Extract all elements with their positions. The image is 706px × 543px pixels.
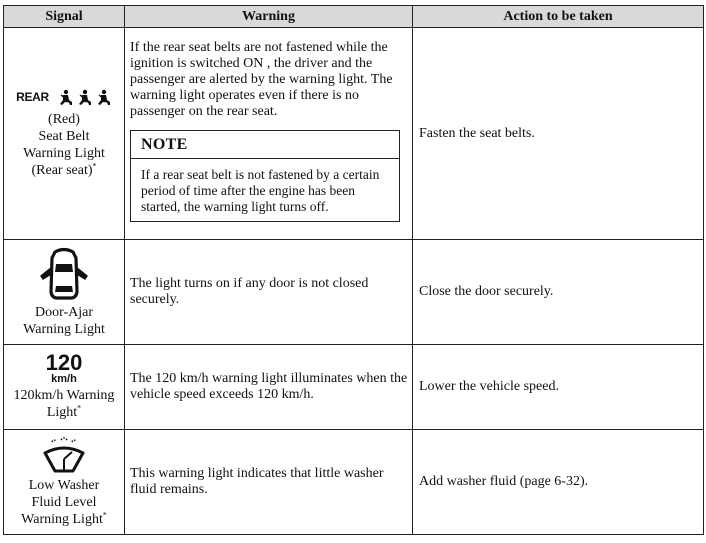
signal-name-text: Light [46, 405, 78, 420]
warning-cell-speed-120: The 120 km/h warning light illuminates when the vehicle speed exceeds 120 km/h. [125, 345, 413, 430]
door-ajar-icon [4, 246, 124, 302]
seat-belt-person-icon [96, 89, 112, 107]
header-warning: Warning [125, 6, 413, 28]
table-header-row [4, 6, 704, 28]
signal-name: Seat Belt [38, 128, 90, 144]
signal-name [4, 162, 124, 179]
table-row [4, 28, 704, 240]
rear-seat-belt-icon [4, 89, 124, 107]
header-action: Action to be taken [413, 6, 704, 28]
warning-cell-washer-fluid: This warning light indicates that little washer fluid remains. [125, 430, 413, 535]
signal-cell-speed-120 [4, 345, 125, 430]
note-box [130, 130, 400, 222]
signal-name: Fluid Level [31, 494, 97, 510]
seat-belt-person-icon [58, 89, 74, 107]
header-signal: Signal [4, 6, 125, 28]
footnote-star: * [92, 160, 97, 170]
action-cell-speed-120: Lower the vehicle speed. [413, 345, 704, 430]
warning-text: If the rear seat belts are not fastened while the ignition is switched ON , the driver and the passenger are alerted by the warning light. The warning light operates even if there is no passenger on the rear seat. [130, 39, 393, 119]
signal-cell-washer-fluid [4, 430, 125, 535]
table-row [4, 430, 704, 535]
signal-name [4, 404, 124, 421]
action-cell-washer-fluid: Add washer fluid (page 6-32). [413, 430, 704, 535]
washer-fluid-icon [4, 437, 124, 475]
signal-name: Warning Light [23, 322, 105, 337]
speed-icon-unit: km/h [51, 373, 77, 385]
signal-cell-door-ajar [4, 240, 125, 345]
warning-lights-table-page [3, 5, 703, 535]
signal-color: (Red) [48, 111, 80, 127]
warning-lights-table [3, 5, 704, 535]
footnote-star: * [77, 403, 82, 413]
action-cell-door-ajar: Close the door securely. [413, 240, 704, 345]
signal-name: Low Washer [28, 477, 100, 493]
warning-cell-door-ajar: The light turns on if any door is not closed securely. [125, 240, 413, 345]
warning-cell-rear-seat-belt [125, 28, 413, 240]
table-row [4, 240, 704, 345]
rear-icon-label: REAR [16, 90, 49, 104]
table-row [4, 345, 704, 430]
note-text: If a rear seat belt is not fastened by a certain period of time after the engine has been started, the warning light turns off. [141, 166, 380, 214]
signal-name-text: (Rear seat) [31, 162, 93, 178]
footnote-star: * [102, 509, 107, 519]
signal-name: Door-Ajar [34, 305, 94, 320]
signal-cell-rear-seat-belt [4, 28, 125, 240]
speed-icon-number: 120 [45, 350, 83, 375]
speed-120-icon [4, 350, 124, 385]
action-cell-rear-seat-belt: Fasten the seat belts. [413, 28, 704, 240]
signal-name: 120km/h Warning [13, 388, 115, 403]
signal-name [4, 511, 124, 528]
signal-name-text: Warning Light [21, 511, 103, 527]
seat-belt-person-icon [77, 89, 93, 107]
signal-name: Warning Light [23, 145, 105, 161]
note-title: NOTE [131, 131, 399, 159]
